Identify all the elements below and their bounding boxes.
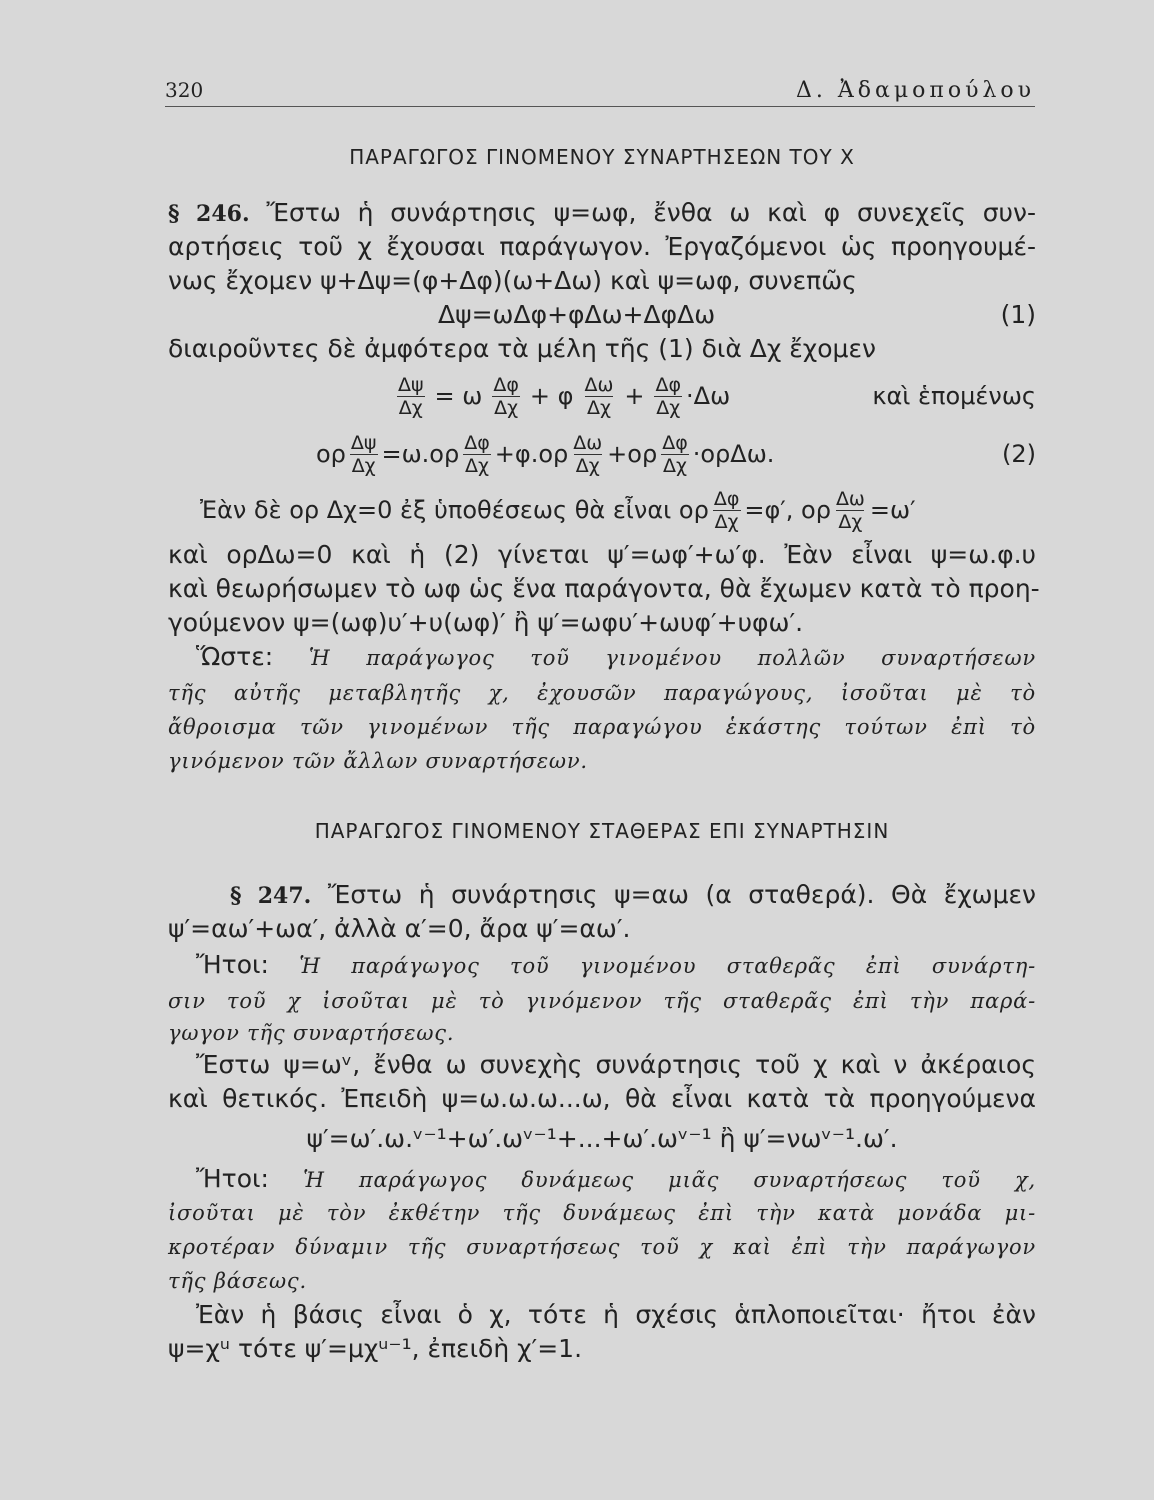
fraction-dphi-dx	[491, 374, 521, 419]
italic-run: Ἡ παράγωγος τοῦ γινομένου σταθερᾶς ἐπὶ συνάρτη-	[268, 954, 1036, 978]
paragraph-246-line-5: καὶ ορΔω=0 καὶ ἡ (2) γίνεται ψ′=ωφ′+ω′φ. Ἐὰν εἶναι ψ=ω.φ.υ	[168, 540, 1036, 569]
fraction-dpsi-dx	[349, 432, 379, 477]
paragraph-power-line-2: καὶ θετικός. Ἐπειδὴ ψ=ω.ω.ω...ω, θὰ εἶναι κατὰ τὰ προηγούμενα	[168, 1084, 1036, 1113]
text-run: καὶ ἑπομένως	[872, 382, 1036, 410]
text-run: Ἔστω ἡ συνάρτησις ψ=αω (α σταθερά). Θὰ ἔχωμεν	[311, 880, 1036, 909]
page-header	[165, 76, 1035, 107]
rule-label: Ἤτοι:	[196, 950, 269, 979]
fraction-denominator: Δχ	[494, 396, 519, 419]
text-run: Ἐὰν δὲ ορ Δχ=0 ἐξ ὑποθέσεως θὰ εἶναι ορ	[200, 496, 709, 524]
equation-limit-row	[168, 480, 1036, 540]
rule-247-line-3: γωγον τῆς συναρτήσεως.	[168, 1021, 455, 1045]
fraction-numerator: Δφ	[655, 373, 682, 396]
fraction-dphi-dx	[462, 432, 492, 477]
rule-power-line-3: κροτέραν δύναμιν τῆς συναρτήσεως τοῦ χ καὶ ἐπὶ τὴν παράγωγον	[168, 1235, 1036, 1259]
math-term: =ω.ορ	[381, 440, 460, 468]
paragraph-246-line-1	[168, 198, 1036, 229]
fraction-denominator: Δχ	[586, 396, 611, 419]
math-term: ορ	[316, 440, 346, 468]
paragraph-246-line-4: διαιροῦντες δὲ ἀμφότερα τὰ μέλη τῆς (1) διὰ Δχ ἔχομεν	[168, 334, 876, 363]
paragraph-247-line-2: ψ′=αω′+ωα′, ἀλλὰ α′=0, ἄρα ψ′=αω′.	[168, 914, 631, 943]
text-run: Ἐὰν ἡ βάσις εἶναι ὁ χ, τότε ἡ σχέσις ἁπλοποιεῖται· ἤτοι ἐὰν	[196, 1300, 1036, 1329]
text-run: Ἔστω ψ=ωᵛ, ἔνθα ω συνεχὴς συνάρτησις τοῦ χ καὶ ν ἀκέραιος	[196, 1050, 1036, 1079]
equation-right-text	[872, 366, 1036, 426]
section-title-constant: ΠΑΡΑΓΩΓΟΣ ΓΙΝΟΜΕΝΟΥ ΣΤΑΘΕΡΑΣ ΕΠΙ ΣΥΝΑΡΤΗΣΙΝ	[314, 819, 890, 843]
fraction-numerator: Δω	[835, 487, 865, 510]
fraction-denominator: Δχ	[656, 396, 681, 419]
paragraph-246-line-7: γούμενον ψ=(ωφ)υ′+υ(ωφ)′ ἢ ψ′=ωφυ′+ωυφ′+υφω′.	[168, 608, 804, 637]
section-title-product: ΠΑΡΑΓΩΓΟΣ ΓΙΝΟΜΕΝΟΥ ΣΥΝΑΡΤΗΣΕΩΝ ΤΟΥ Χ	[349, 145, 855, 169]
fraction-numerator: Δφ	[713, 487, 740, 510]
rule-power-line-4: τῆς βάσεως.	[168, 1269, 307, 1293]
paragraph-246-line-2: αρτήσεις τοῦ χ ἔχουσαι παράγωγον. Ἐργαζόμενοι ὡς προηγουμέ-	[168, 232, 1036, 261]
text-run: Ἔστω ἡ συνάρτησις ψ=ωφ, ἔνθα ω καὶ φ συνεχεῖς συν-	[249, 198, 1036, 227]
equation-2-number: (2)	[1002, 440, 1036, 468]
running-head-author: Δ. Ἀδαμοπούλου	[795, 78, 1035, 103]
rule-246-line-1	[168, 642, 1036, 673]
rule-247-line-2: σιν τοῦ χ ἰσοῦται μὲ τὸ γινόμενον τῆς σταθερᾶς ἐπὶ τὴν παρά-	[168, 989, 1036, 1013]
math-term: +	[624, 382, 645, 410]
paragraph-246-line-6: καὶ θεωρήσωμεν τὸ ωφ ὡς ἕνα παράγοντα, θὰ ἔχωμεν κατὰ τὸ προη-	[168, 574, 1040, 603]
fraction-dphi-dx-2	[660, 432, 690, 477]
equation-1-number: (1)	[1000, 300, 1036, 329]
math-term: =φ′, ορ	[744, 496, 831, 524]
math-term: +φ.ορ	[494, 440, 569, 468]
math-term: = ω	[434, 382, 483, 410]
fraction-numerator: Δφ	[662, 431, 688, 454]
rule-power-line-1	[168, 1164, 1036, 1195]
rule-power-line-2: ἰσοῦται μὲ τὸν ἐκθέτην τῆς δυνάμεως ἐπὶ τὴν κατὰ μονάδα μι-	[168, 1201, 1036, 1225]
fraction-domega-dx	[834, 488, 867, 533]
fraction-denominator: Δχ	[464, 454, 489, 477]
paragraph-base-line-1	[168, 1300, 1036, 1330]
fraction-dpsi-dx	[396, 374, 426, 419]
math-term: ·ορΔω.	[692, 440, 775, 468]
math-term: +ορ	[607, 440, 658, 468]
rule-246-line-3: ἄθροισμα τῶν γινομένων τῆς παραγώγου ἑκάστης τούτων ἐπὶ τὸ	[168, 715, 1036, 739]
fraction-numerator: Δψ	[398, 373, 424, 396]
equation-2-row	[168, 424, 1036, 484]
fraction-dphi-dx	[712, 488, 742, 533]
fraction-denominator: Δχ	[575, 454, 600, 477]
math-term: =ω′	[869, 496, 916, 524]
fraction-numerator: Δψ	[350, 431, 377, 454]
fraction-domega-dx	[582, 374, 615, 419]
fraction-denominator: Δχ	[838, 510, 863, 533]
equation-derivative-quotient	[168, 366, 1036, 426]
fraction-denominator: Δχ	[398, 396, 423, 419]
fraction-domega-dx	[571, 432, 604, 477]
fraction-denominator: Δχ	[662, 454, 687, 477]
rule-246-line-2: τῆς αὐτῆς μεταβλητῆς χ, ἐχουσῶν παραγώγους, ἰσοῦται μὲ τὸ	[168, 681, 1036, 705]
fraction-numerator: Δω	[584, 373, 614, 396]
section-number-247: § 247.	[230, 883, 312, 909]
equation-1: Δψ=ωΔφ+φΔω+ΔφΔω	[438, 300, 716, 329]
fraction-numerator: Δφ	[464, 431, 490, 454]
fraction-denominator: Δχ	[351, 454, 376, 477]
italic-run: Ἡ παράγωγος δυνάμεως μιᾶς συναρτήσεως τοῦ χ,	[268, 1168, 1036, 1192]
fraction-numerator: Δφ	[493, 373, 519, 396]
fraction-denominator: Δχ	[714, 510, 739, 533]
power-equation: ψ′=ω′.ω.ᵛ⁻¹+ω′.ωᵛ⁻¹+...+ω′.ωᵛ⁻¹ ἢ ψ′=νωᵛ⁻¹.ω′.	[306, 1124, 898, 1153]
paragraph-246-line-3: νως ἔχομεν ψ+Δψ=(φ+Δφ)(ω+Δω) καὶ ψ=ωφ, συνεπῶς	[168, 266, 857, 295]
rule-246-line-4: γινόμενον τῶν ἄλλων συναρτήσεων.	[168, 749, 588, 773]
section-number-246: § 246.	[168, 201, 250, 227]
rule-label: Ἤτοι:	[196, 1164, 269, 1193]
math-term: + φ	[529, 382, 574, 410]
fraction-dphi-dx-2	[654, 374, 684, 419]
paragraph-power-line-1	[168, 1050, 1036, 1080]
fraction-numerator: Δω	[573, 431, 603, 454]
page-number: 320	[165, 78, 204, 102]
rule-247-line-1	[168, 950, 1036, 981]
paragraph-247-line-1	[168, 880, 1036, 911]
paragraph-base-line-2: ψ=χᵘ τότε ψ′=μχᵘ⁻¹, ἐπειδὴ χ′=1.	[168, 1334, 583, 1363]
italic-run: Ἡ παράγωγος τοῦ γινομένου πολλῶν συναρτήσεων	[273, 646, 1036, 670]
rule-label: Ὥστε:	[196, 642, 274, 671]
math-term: ·Δω	[686, 382, 731, 410]
